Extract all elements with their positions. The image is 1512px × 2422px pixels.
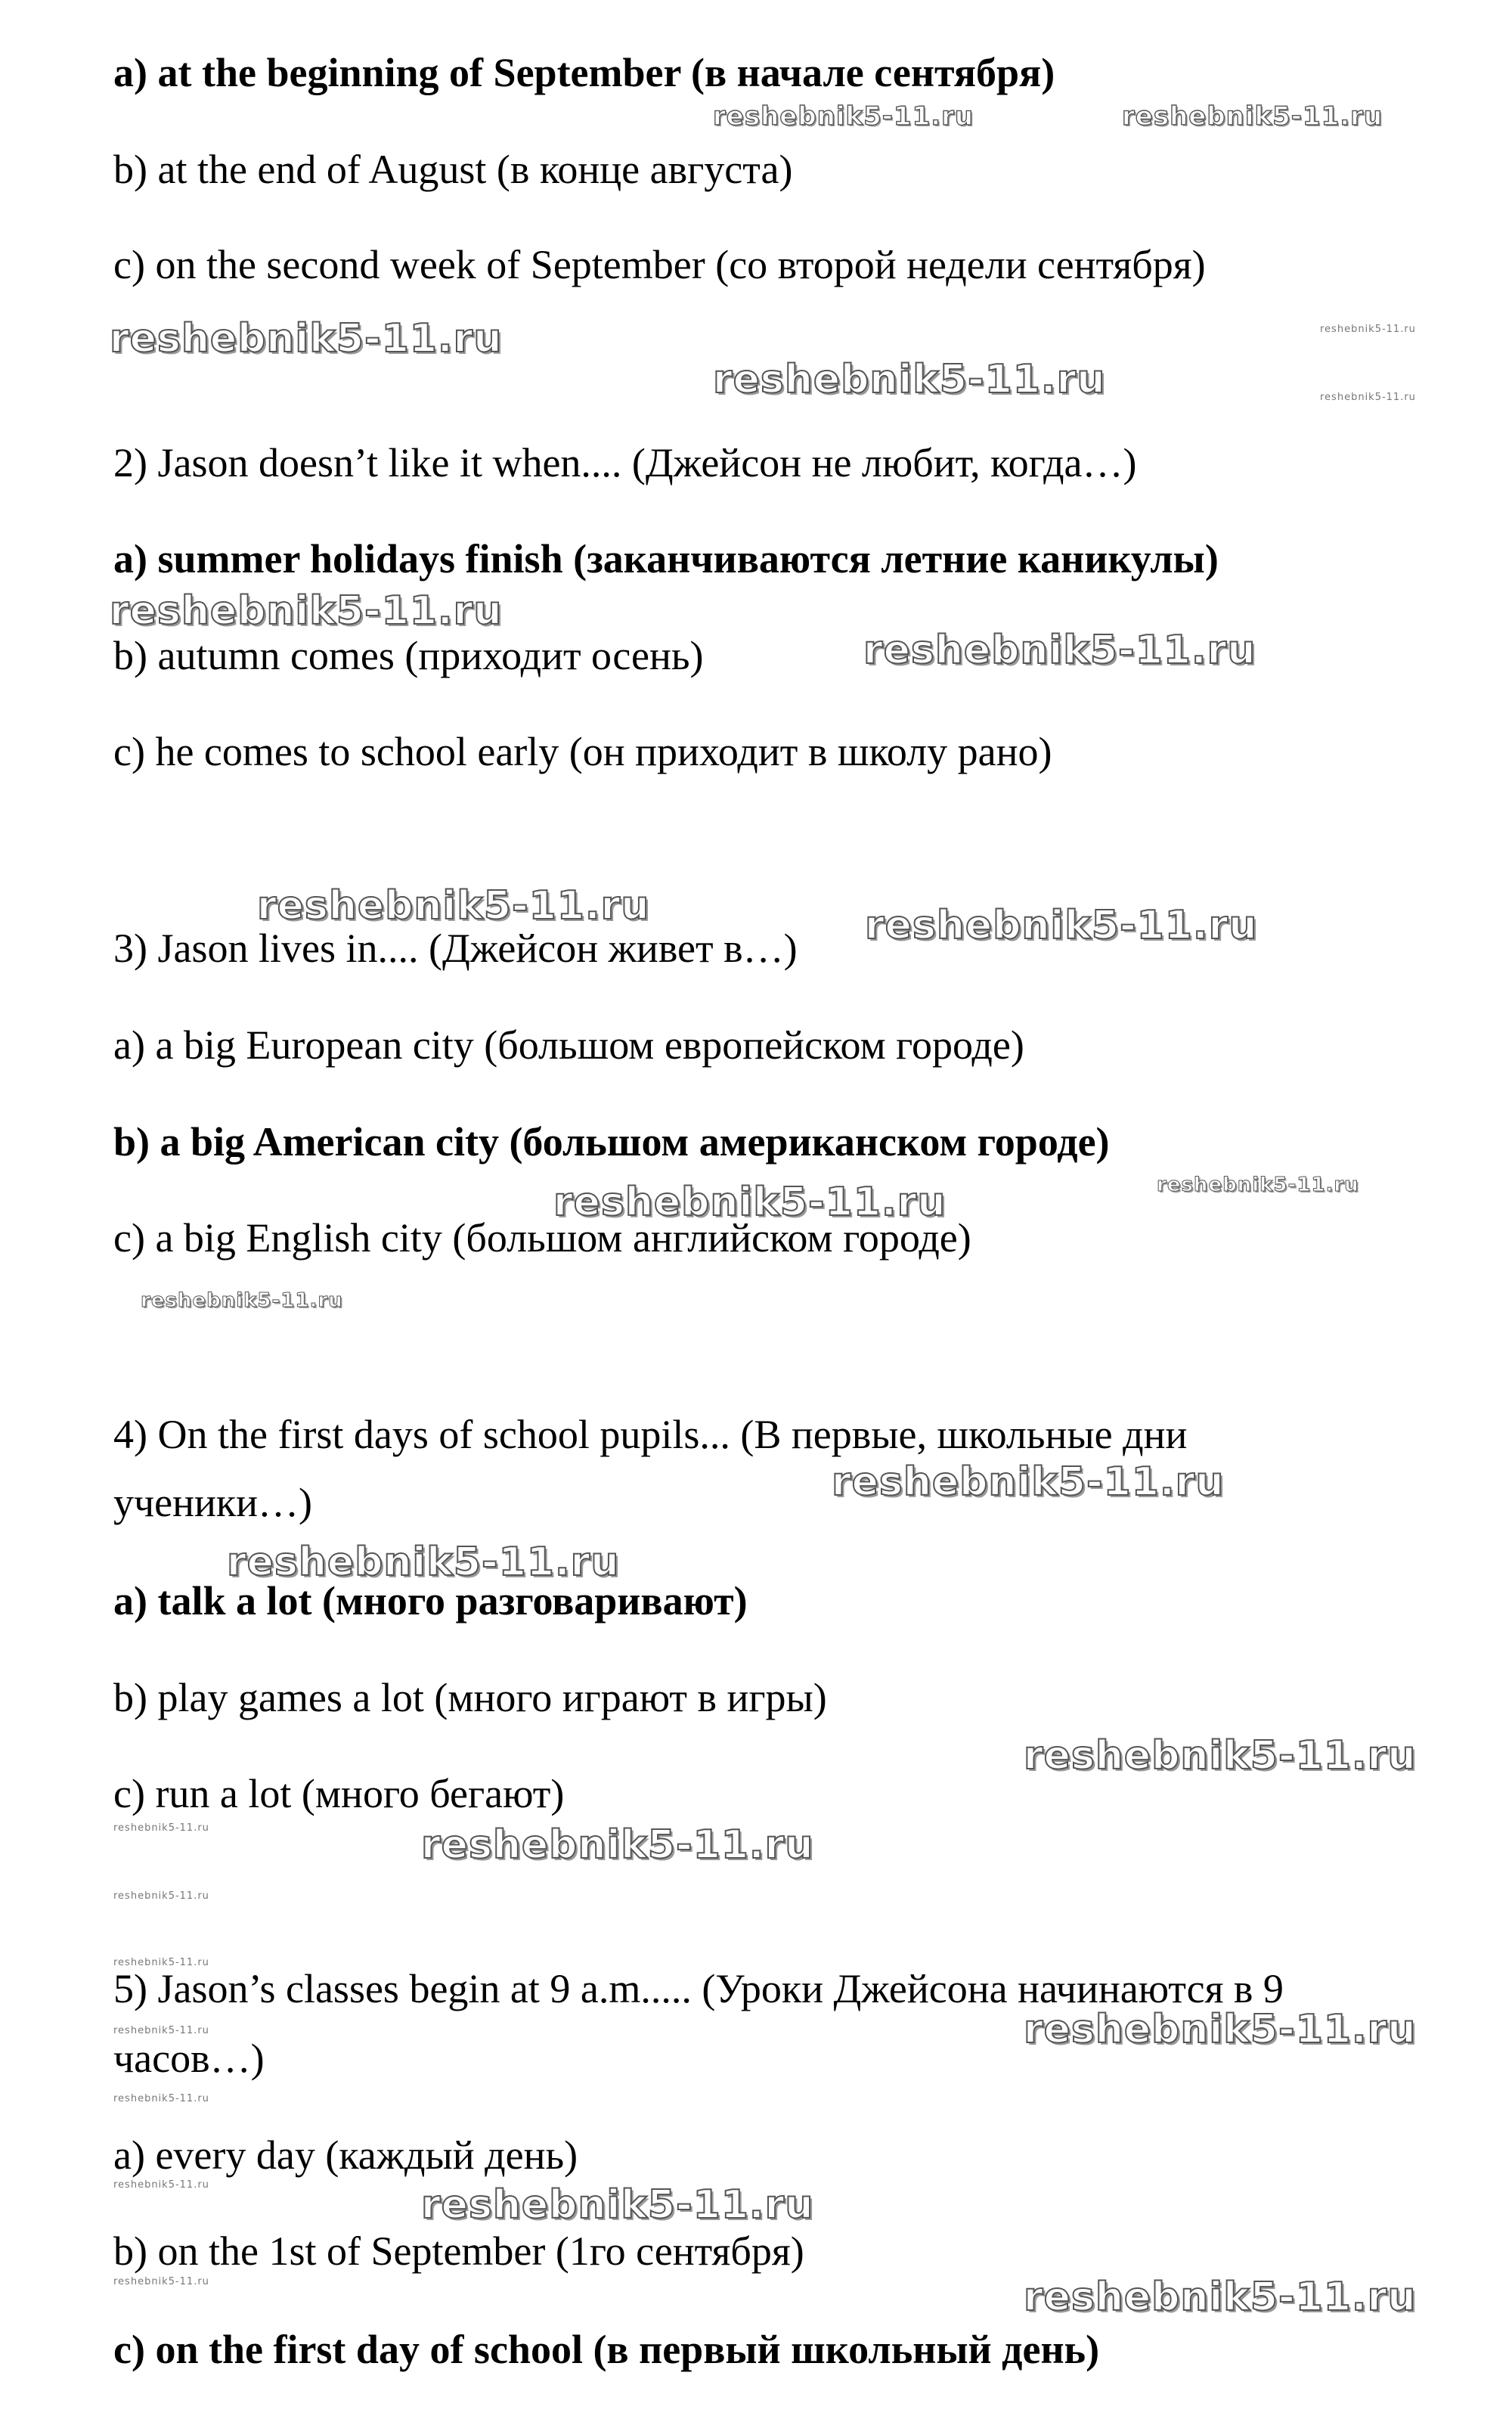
watermark-logo-tiny: reshebnik5-11.ru [113, 2093, 209, 2104]
q3-option-b: b) a big American city (большом американском городе) [113, 1119, 1110, 1164]
q5-option-c: c) on the first day of school (в первый школьный день) [113, 2327, 1100, 2372]
q1-option-b: b) at the end of August (в конце августа) [113, 147, 793, 192]
q5-question-line1: 5) Jason’s classes begin at 9 a.m..... (Уроки Джейсона начинаются в 9 [113, 1966, 1284, 2011]
watermark-logo: reshebnik5-11.ru [1024, 2007, 1417, 2052]
watermark-logo: reshebnik5-11.ru [110, 588, 503, 634]
watermark-logo: reshebnik5-11.ru [257, 883, 650, 929]
watermark-logo: reshebnik5-11.ru [110, 316, 503, 361]
watermark-logo: reshebnik5-11.ru [1024, 1733, 1417, 1779]
watermark-logo: reshebnik5-11.ru [713, 357, 1106, 402]
q2-question: 2) Jason doesn’t like it when.... (Джейсон не любит, когда…) [113, 440, 1137, 485]
watermark-logo-tiny: reshebnik5-11.ru [113, 2276, 209, 2287]
q2-option-b: b) autumn comes (приходит осень) [113, 633, 704, 678]
watermark-logo-tiny: reshebnik5-11.ru [1320, 324, 1416, 335]
watermark-logo-tiny: reshebnik5-11.ru [113, 2025, 209, 2036]
watermark-logo: reshebnik5-11.ru [141, 1289, 343, 1312]
watermark-logo: reshebnik5-11.ru [421, 1822, 814, 1868]
watermark-logo: reshebnik5-11.ru [553, 1180, 947, 1225]
q4-option-b: b) play games a lot (много играют в игры) [113, 1675, 827, 1720]
watermark-logo: reshebnik5-11.ru [421, 2182, 814, 2228]
watermark-logo: reshebnik5-11.ru [1157, 1174, 1359, 1196]
watermark-logo: reshebnik5-11.ru [863, 628, 1256, 673]
watermark-logo-tiny: reshebnik5-11.ru [1320, 392, 1416, 403]
q4-question-line1: 4) On the first days of school pupils... (В первые, школьные дни [113, 1412, 1188, 1457]
q5-option-b: b) on the 1st of September (1го сентября) [113, 2228, 804, 2274]
watermark-logo: reshebnik5-11.ru [713, 101, 974, 132]
q5-question-line2: часов…) [113, 2036, 265, 2081]
q3-option-a: a) a big European city (большом европейском городе) [113, 1022, 1024, 1068]
q3-option-c: c) a big English city (большом английском городе) [113, 1215, 971, 1261]
q4-option-a: a) talk a lot (много разговаривают) [113, 1578, 748, 1623]
watermark-logo: reshebnik5-11.ru [865, 903, 1258, 948]
q4-option-c: c) run a lot (много бегают) [113, 1771, 565, 1816]
watermark-logo-tiny: reshebnik5-11.ru [113, 2179, 209, 2191]
watermark-logo: reshebnik5-11.ru [832, 1459, 1225, 1505]
q1-option-c: c) on the second week of September (со второй недели сентября) [113, 242, 1206, 287]
q5-option-a: a) every day (каждый день) [113, 2132, 578, 2178]
watermark-logo-tiny: reshebnik5-11.ru [113, 1957, 209, 1968]
q2-option-c: c) he comes to school early (он приходит в школу рано) [113, 729, 1052, 774]
q4-question-line2: ученики…) [113, 1480, 313, 1525]
q3-question: 3) Jason lives in.... (Джейсон живет в…) [113, 926, 798, 971]
watermark-logo-tiny: reshebnik5-11.ru [113, 1822, 209, 1834]
watermark-logo: reshebnik5-11.ru [227, 1540, 620, 1585]
watermark-logo: reshebnik5-11.ru [1122, 101, 1383, 132]
q2-option-a: a) summer holidays finish (заканчиваются летние каникулы) [113, 536, 1219, 581]
q1-option-a: a) at the beginning of September (в начале сентября) [113, 50, 1055, 95]
watermark-logo: reshebnik5-11.ru [1024, 2275, 1417, 2320]
watermark-logo-tiny: reshebnik5-11.ru [113, 1890, 209, 1902]
